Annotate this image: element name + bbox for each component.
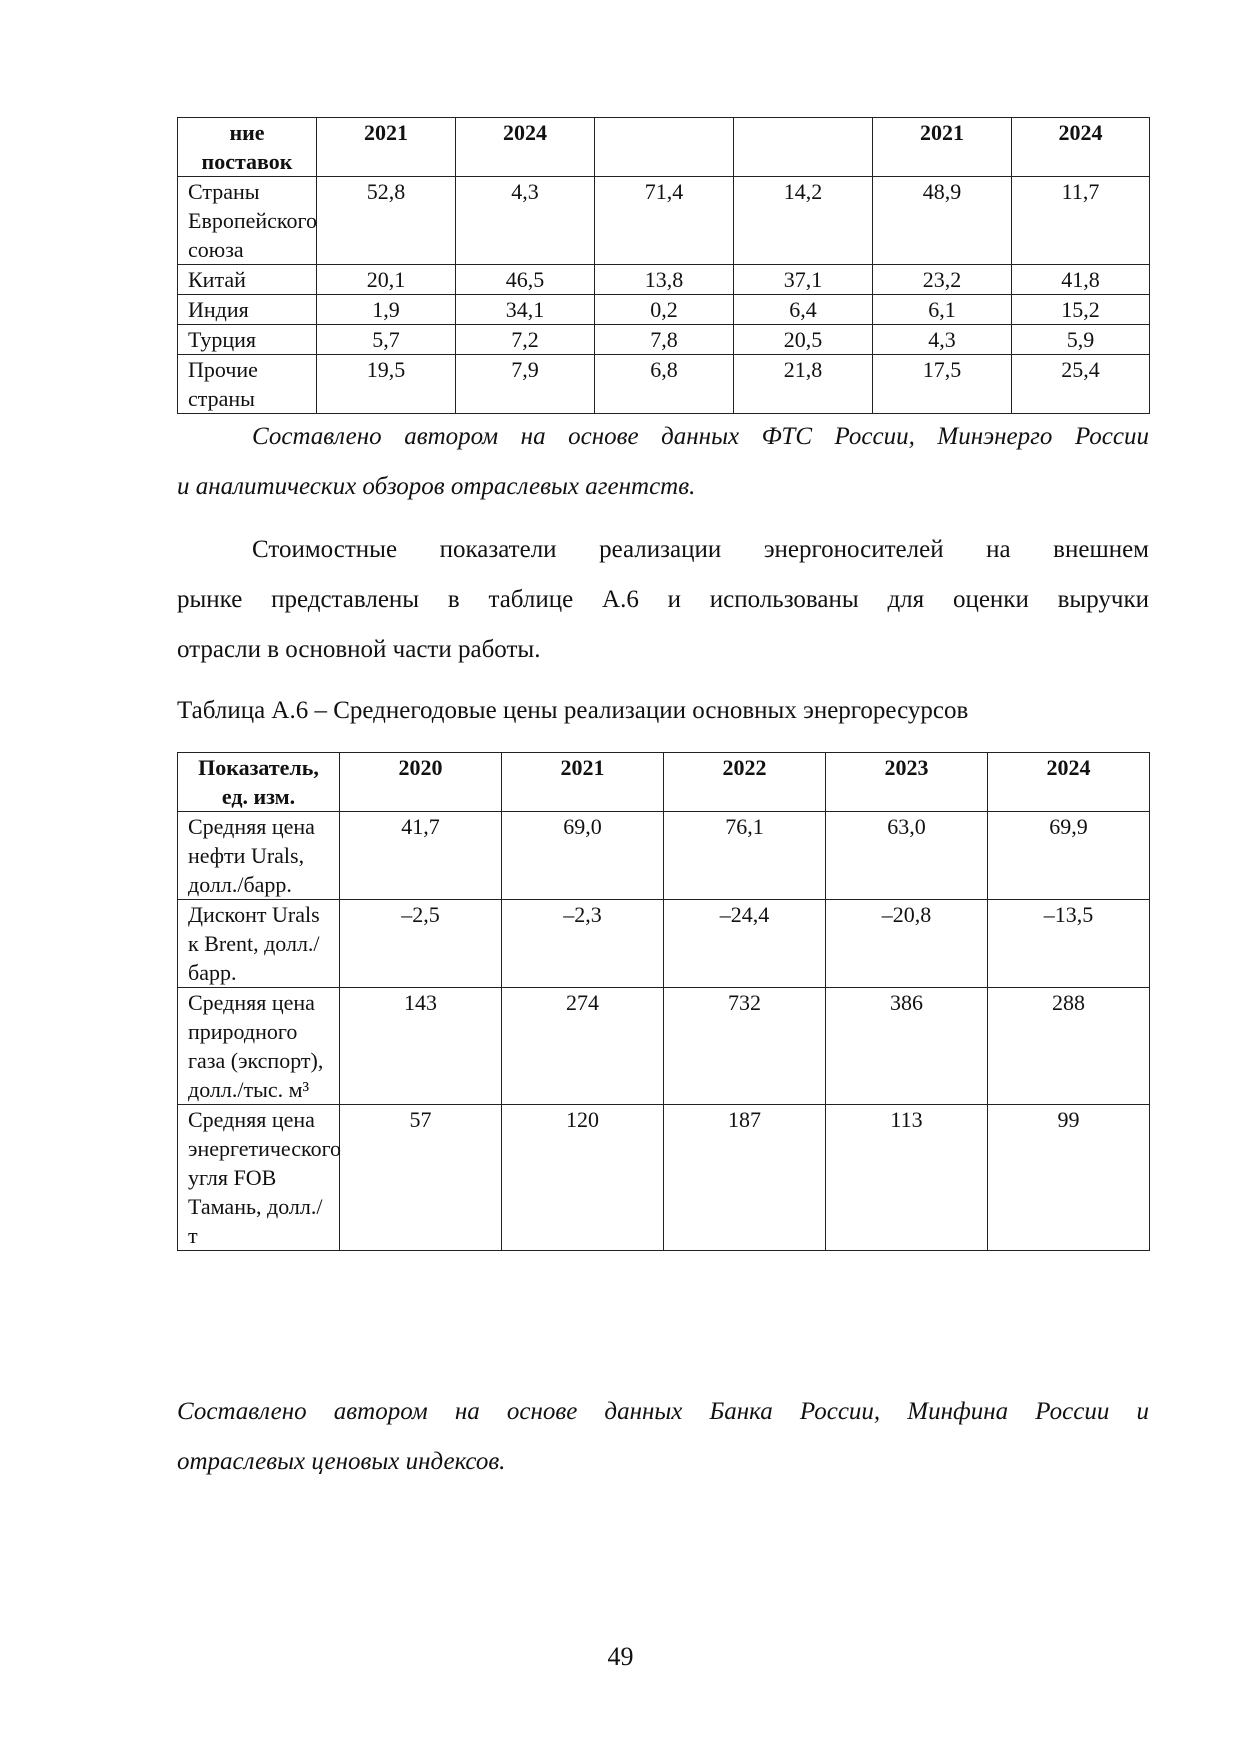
body-paragraph — [177, 525, 1149, 675]
table-cell: 120 — [502, 1105, 664, 1251]
table-cell: 274 — [502, 988, 664, 1105]
row-label: Индия — [178, 295, 317, 325]
table-cell: 6,4 — [734, 295, 873, 325]
table-cell: 386 — [826, 988, 988, 1105]
table-cell: 143 — [340, 988, 502, 1105]
source-note — [177, 412, 1149, 512]
energy-prices-table — [177, 752, 1150, 1251]
table-row — [178, 177, 1150, 265]
source-note-line: отраслевых ценовых индексов. — [177, 1448, 506, 1475]
table-cell: 20,1 — [317, 265, 456, 295]
table-header-row — [178, 753, 1150, 812]
table-cell: 732 — [664, 988, 826, 1105]
header-cell: 2024 — [456, 118, 595, 177]
table-cell: 37,1 — [734, 265, 873, 295]
table-cell: –20,8 — [826, 900, 988, 988]
table-cell: 7,8 — [595, 325, 734, 355]
table-cell: 14,2 — [734, 177, 873, 265]
header-cell: Показатель, ед. изм. — [178, 753, 340, 812]
table-cell: 7,9 — [456, 355, 595, 414]
table-cell: 1,9 — [317, 295, 456, 325]
table-cell: 69,9 — [988, 812, 1150, 900]
paragraph-line: отрасли в основной части работы. — [177, 636, 541, 663]
row-label: Средняя цена природного газа (экспорт), долл./тыс. м³ — [178, 988, 340, 1105]
table-cell: 34,1 — [456, 295, 595, 325]
table-cell: 76,1 — [664, 812, 826, 900]
table-cell: 19,5 — [317, 355, 456, 414]
source-note-line: Составлено автором на основе данных Банка России, Минфина России и — [177, 1398, 1149, 1425]
row-label: Прочие страны — [178, 355, 317, 414]
table-cell: 6,8 — [595, 355, 734, 414]
table-cell: 52,8 — [317, 177, 456, 265]
source-note-line: и аналитических обзоров отраслевых агентств. — [177, 473, 696, 500]
header-cell: 2021 — [317, 118, 456, 177]
table-cell: 0,2 — [595, 295, 734, 325]
table-cell: 46,5 — [456, 265, 595, 295]
table-caption: Таблица А.6 – Среднегодовые цены реализации основных энергоресурсов — [177, 697, 969, 724]
header-cell: 2022 — [664, 753, 826, 812]
table-cell: 5,9 — [1012, 325, 1150, 355]
header-cell — [595, 118, 734, 177]
table-cell: 13,8 — [595, 265, 734, 295]
source-note — [177, 1387, 1149, 1487]
header-cell: 2021 — [873, 118, 1012, 177]
table-cell: 23,2 — [873, 265, 1012, 295]
table-cell: –24,4 — [664, 900, 826, 988]
header-cell: 2024 — [1012, 118, 1150, 177]
table-cell: 69,0 — [502, 812, 664, 900]
table-cell: 71,4 — [595, 177, 734, 265]
table-cell: 113 — [826, 1105, 988, 1251]
table-cell: 20,5 — [734, 325, 873, 355]
table-cell: 11,7 — [1012, 177, 1150, 265]
header-cell — [734, 118, 873, 177]
table-cell: –2,5 — [340, 900, 502, 988]
table-cell: 99 — [988, 1105, 1150, 1251]
table-row — [178, 295, 1150, 325]
table-cell: –13,5 — [988, 900, 1150, 988]
table-cell: –2,3 — [502, 900, 664, 988]
header-cell: 2023 — [826, 753, 988, 812]
table-cell: 41,7 — [340, 812, 502, 900]
row-label: Дисконт Urals к Brent, долл./барр. — [178, 900, 340, 988]
table-cell: 17,5 — [873, 355, 1012, 414]
row-label: Турция — [178, 325, 317, 355]
row-label: Средняя цена энергетического угля FOB Тамань, долл./т — [178, 1105, 340, 1251]
table-cell: 15,2 — [1012, 295, 1150, 325]
row-label: Средняя цена нефти Urals, долл./барр. — [178, 812, 340, 900]
table-cell: 41,8 — [1012, 265, 1150, 295]
paragraph-line: рынке представлены в таблице А.6 и использованы для оценки выручки — [177, 586, 1149, 613]
table-cell: 63,0 — [826, 812, 988, 900]
table-cell: 4,3 — [873, 325, 1012, 355]
header-cell: 2021 — [502, 753, 664, 812]
table-row — [178, 988, 1150, 1105]
table-row — [178, 1105, 1150, 1251]
header-cell: 2024 — [988, 753, 1150, 812]
table-cell: 25,4 — [1012, 355, 1150, 414]
table-cell: 57 — [340, 1105, 502, 1251]
exports-by-destination-table — [177, 117, 1150, 414]
table-cell: 48,9 — [873, 177, 1012, 265]
paragraph-line: Стоимостные показатели реализации энергоносителей на внешнем — [252, 536, 1149, 563]
table-row — [178, 325, 1150, 355]
row-label: Страны Европейского союза — [178, 177, 317, 265]
table-row — [178, 265, 1150, 295]
source-note-line: Составлено автором на основе данных ФТС России, Минэнерго России — [252, 423, 1149, 450]
header-cell: 2020 — [340, 753, 502, 812]
table-cell: 6,1 — [873, 295, 1012, 325]
table-cell: 4,3 — [456, 177, 595, 265]
table-cell: 187 — [664, 1105, 826, 1251]
table-cell: 288 — [988, 988, 1150, 1105]
table-row — [178, 355, 1150, 414]
page-number: 49 — [607, 1642, 634, 1671]
row-label: Китай — [178, 265, 317, 295]
header-cell: ние поставок — [178, 118, 317, 177]
table-cell: 7,2 — [456, 325, 595, 355]
table-cell: 5,7 — [317, 325, 456, 355]
table-row — [178, 900, 1150, 988]
table-header-row — [178, 118, 1150, 177]
table-row — [178, 812, 1150, 900]
table-cell: 21,8 — [734, 355, 873, 414]
